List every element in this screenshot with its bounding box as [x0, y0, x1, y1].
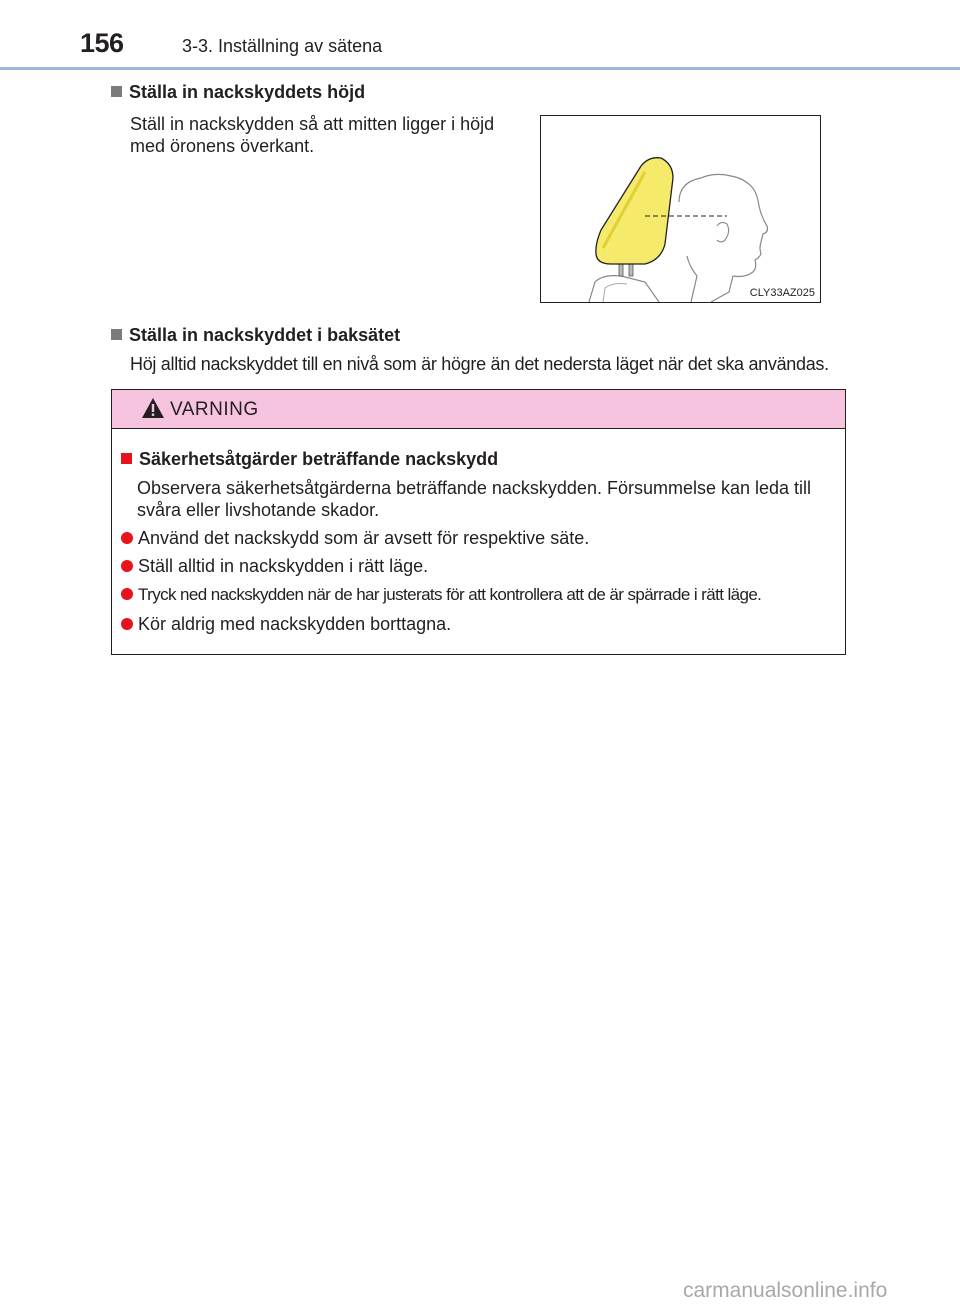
warning-bullet-text: Kör aldrig med nackskydden borttagna.	[138, 614, 452, 634]
square-bullet-icon	[111, 86, 122, 97]
section-text-rear: Höj alltid nackskyddet till en nivå som är högre än det nedersta läget när det ska användas.	[130, 354, 829, 374]
warning-title: VARNING	[170, 399, 259, 420]
section-heading-rear	[111, 325, 400, 346]
section-heading-height	[111, 82, 365, 103]
header-rule	[0, 67, 960, 70]
square-bullet-icon	[111, 329, 122, 340]
warning-bullet-text: Tryck ned nackskydden när de har justerats för att kontrollera att de är spärrade i rätt läge.	[138, 585, 762, 604]
warning-bullet	[121, 556, 428, 577]
warning-bullet-text: Använd det nackskydd som är avsett för respektive säte.	[138, 528, 590, 548]
red-dot-icon	[121, 560, 133, 572]
red-dot-icon	[121, 532, 133, 544]
footer-watermark: carmanualsonline.info	[683, 1279, 888, 1302]
section-text-height: Ställ in nackskydden så att mitten ligger i höjd med öronens överkant.	[130, 114, 495, 156]
warning-bullet	[121, 528, 589, 549]
warning-bullet	[121, 614, 451, 635]
warning-bullet	[121, 585, 761, 605]
figure-code: CLY33AZ025	[749, 287, 815, 299]
warning-box	[111, 389, 846, 655]
page-header	[0, 0, 960, 70]
section-heading-text: Ställa in nackskyddet i baksätet	[129, 325, 401, 345]
headrest-illustration	[540, 115, 821, 303]
section-title: 3-3. Inställning av sätena	[182, 36, 383, 56]
warning-triangle-icon	[141, 397, 165, 419]
page-number: 156	[80, 28, 124, 58]
warning-bullet-text: Ställ alltid in nackskydden i rätt läge.	[138, 556, 429, 576]
red-square-bullet-icon	[121, 453, 132, 464]
warning-header	[112, 390, 845, 429]
warning-text: Observera säkerhetsåtgärderna beträffande nackskydden. Försummelse kan leda till svåra eller livshotande skador.	[137, 478, 812, 520]
warning-heading	[121, 449, 498, 470]
headrest-drawing	[541, 116, 820, 302]
section-heading-text: Ställa in nackskyddets höjd	[129, 82, 366, 102]
warning-heading-text: Säkerhetsåtgärder beträffande nackskydd	[139, 449, 499, 469]
red-dot-icon	[121, 618, 133, 630]
red-dot-icon	[121, 588, 133, 600]
